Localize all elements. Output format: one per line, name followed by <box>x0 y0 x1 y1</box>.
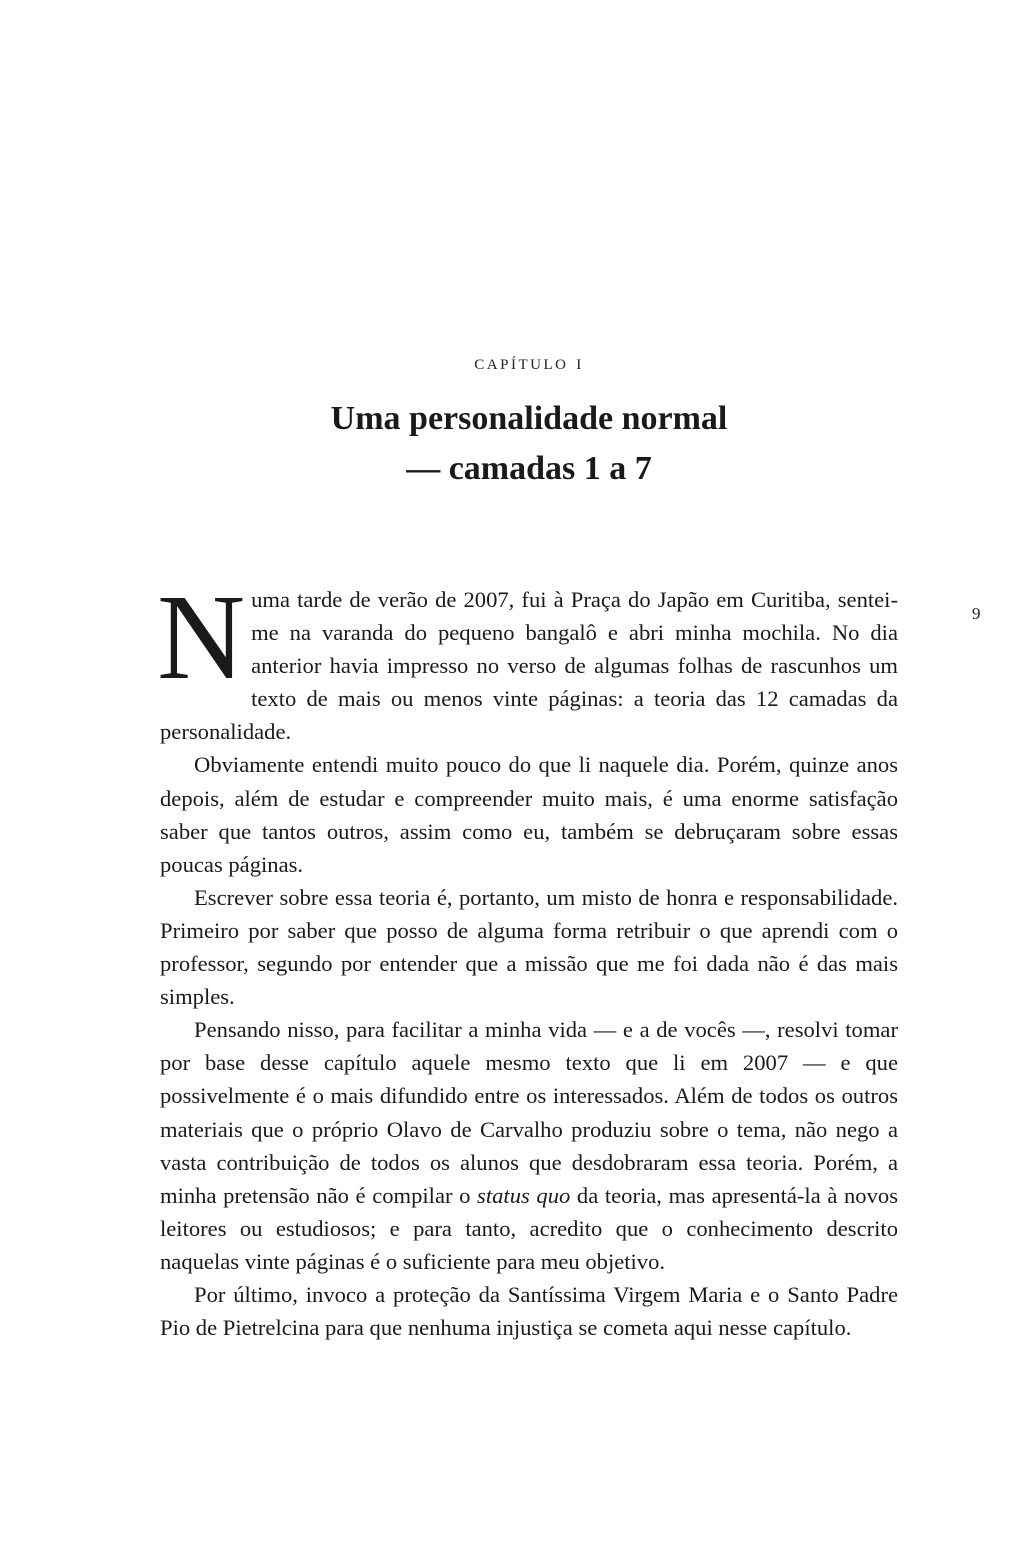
paragraph-1-text: uma tarde de verão de 2007, fui à Praça do Japão em Curitiba, sentei-me na varanda do pequeno bangalô e abri minha mochila. No dia anterior havia impresso no verso de algumas folhas de rascunhos um texto de mais ou menos vinte páginas: a teoria das 12 camadas da personalidade. <box>160 587 898 745</box>
page-number: 9 <box>972 604 981 623</box>
paragraph-4-text-b: da teoria, mas apresentá-la à novos leitores ou estudiosos; e para tanto, acredito que o conhecimento descrito naquelas vinte páginas é o suficiente para meu objetivo. <box>160 1182 898 1274</box>
paragraph-1 <box>157 570 898 748</box>
chapter-title-line-1: Uma personalidade normal <box>330 400 728 437</box>
paragraph-2: Obviamente entendi muito pouco do que li naquele dia. Porém, quinze anos depois, além de estudar e compreender muito mais, é uma enorme satisfação saber que tantos outros, assim como eu, também se debruçaram sobre essas poucas páginas. <box>160 752 898 877</box>
chapter-title-line-2: — camadas 1 a 7 <box>406 450 652 487</box>
chapter-label: capítulo i <box>474 350 584 374</box>
paragraph-5: Por último, invoco a proteção da Santíssima Virgem Maria e o Santo Padre Pio de Pietrelcina para que nenhuma injustiça se cometa aqui nesse capítulo. <box>160 1281 898 1341</box>
drop-cap: N <box>157 570 246 705</box>
paragraph-3: Escrever sobre essa teoria é, portanto, um misto de honra e responsabilidade. Primeiro por saber que posso de alguma forma retribuir o que aprendi com o professor, segundo por entender que a missão que me foi dada não é das mais simples. <box>160 884 898 1010</box>
paragraph-4-text-a: Pensando nisso, para facilitar a minha vida — e a de vocês —, resolvi tomar por base desse capítulo aquele mesmo texto que li em 2007 — e que possivelmente é o mais difundido entre os interessados. Além de todos os outros materiais que o próprio Olavo de Carvalho produziu sobre o tema, não nego a vasta contribuição de todos os alunos que desdobraram essa teoria. Porém, a minha pretensão não é compilar o <box>160 1017 898 1208</box>
paragraph-4 <box>160 1013 898 1278</box>
body-text <box>157 570 898 1344</box>
chapter-title <box>0 394 1024 494</box>
italic-phrase: status quo <box>477 1182 571 1208</box>
